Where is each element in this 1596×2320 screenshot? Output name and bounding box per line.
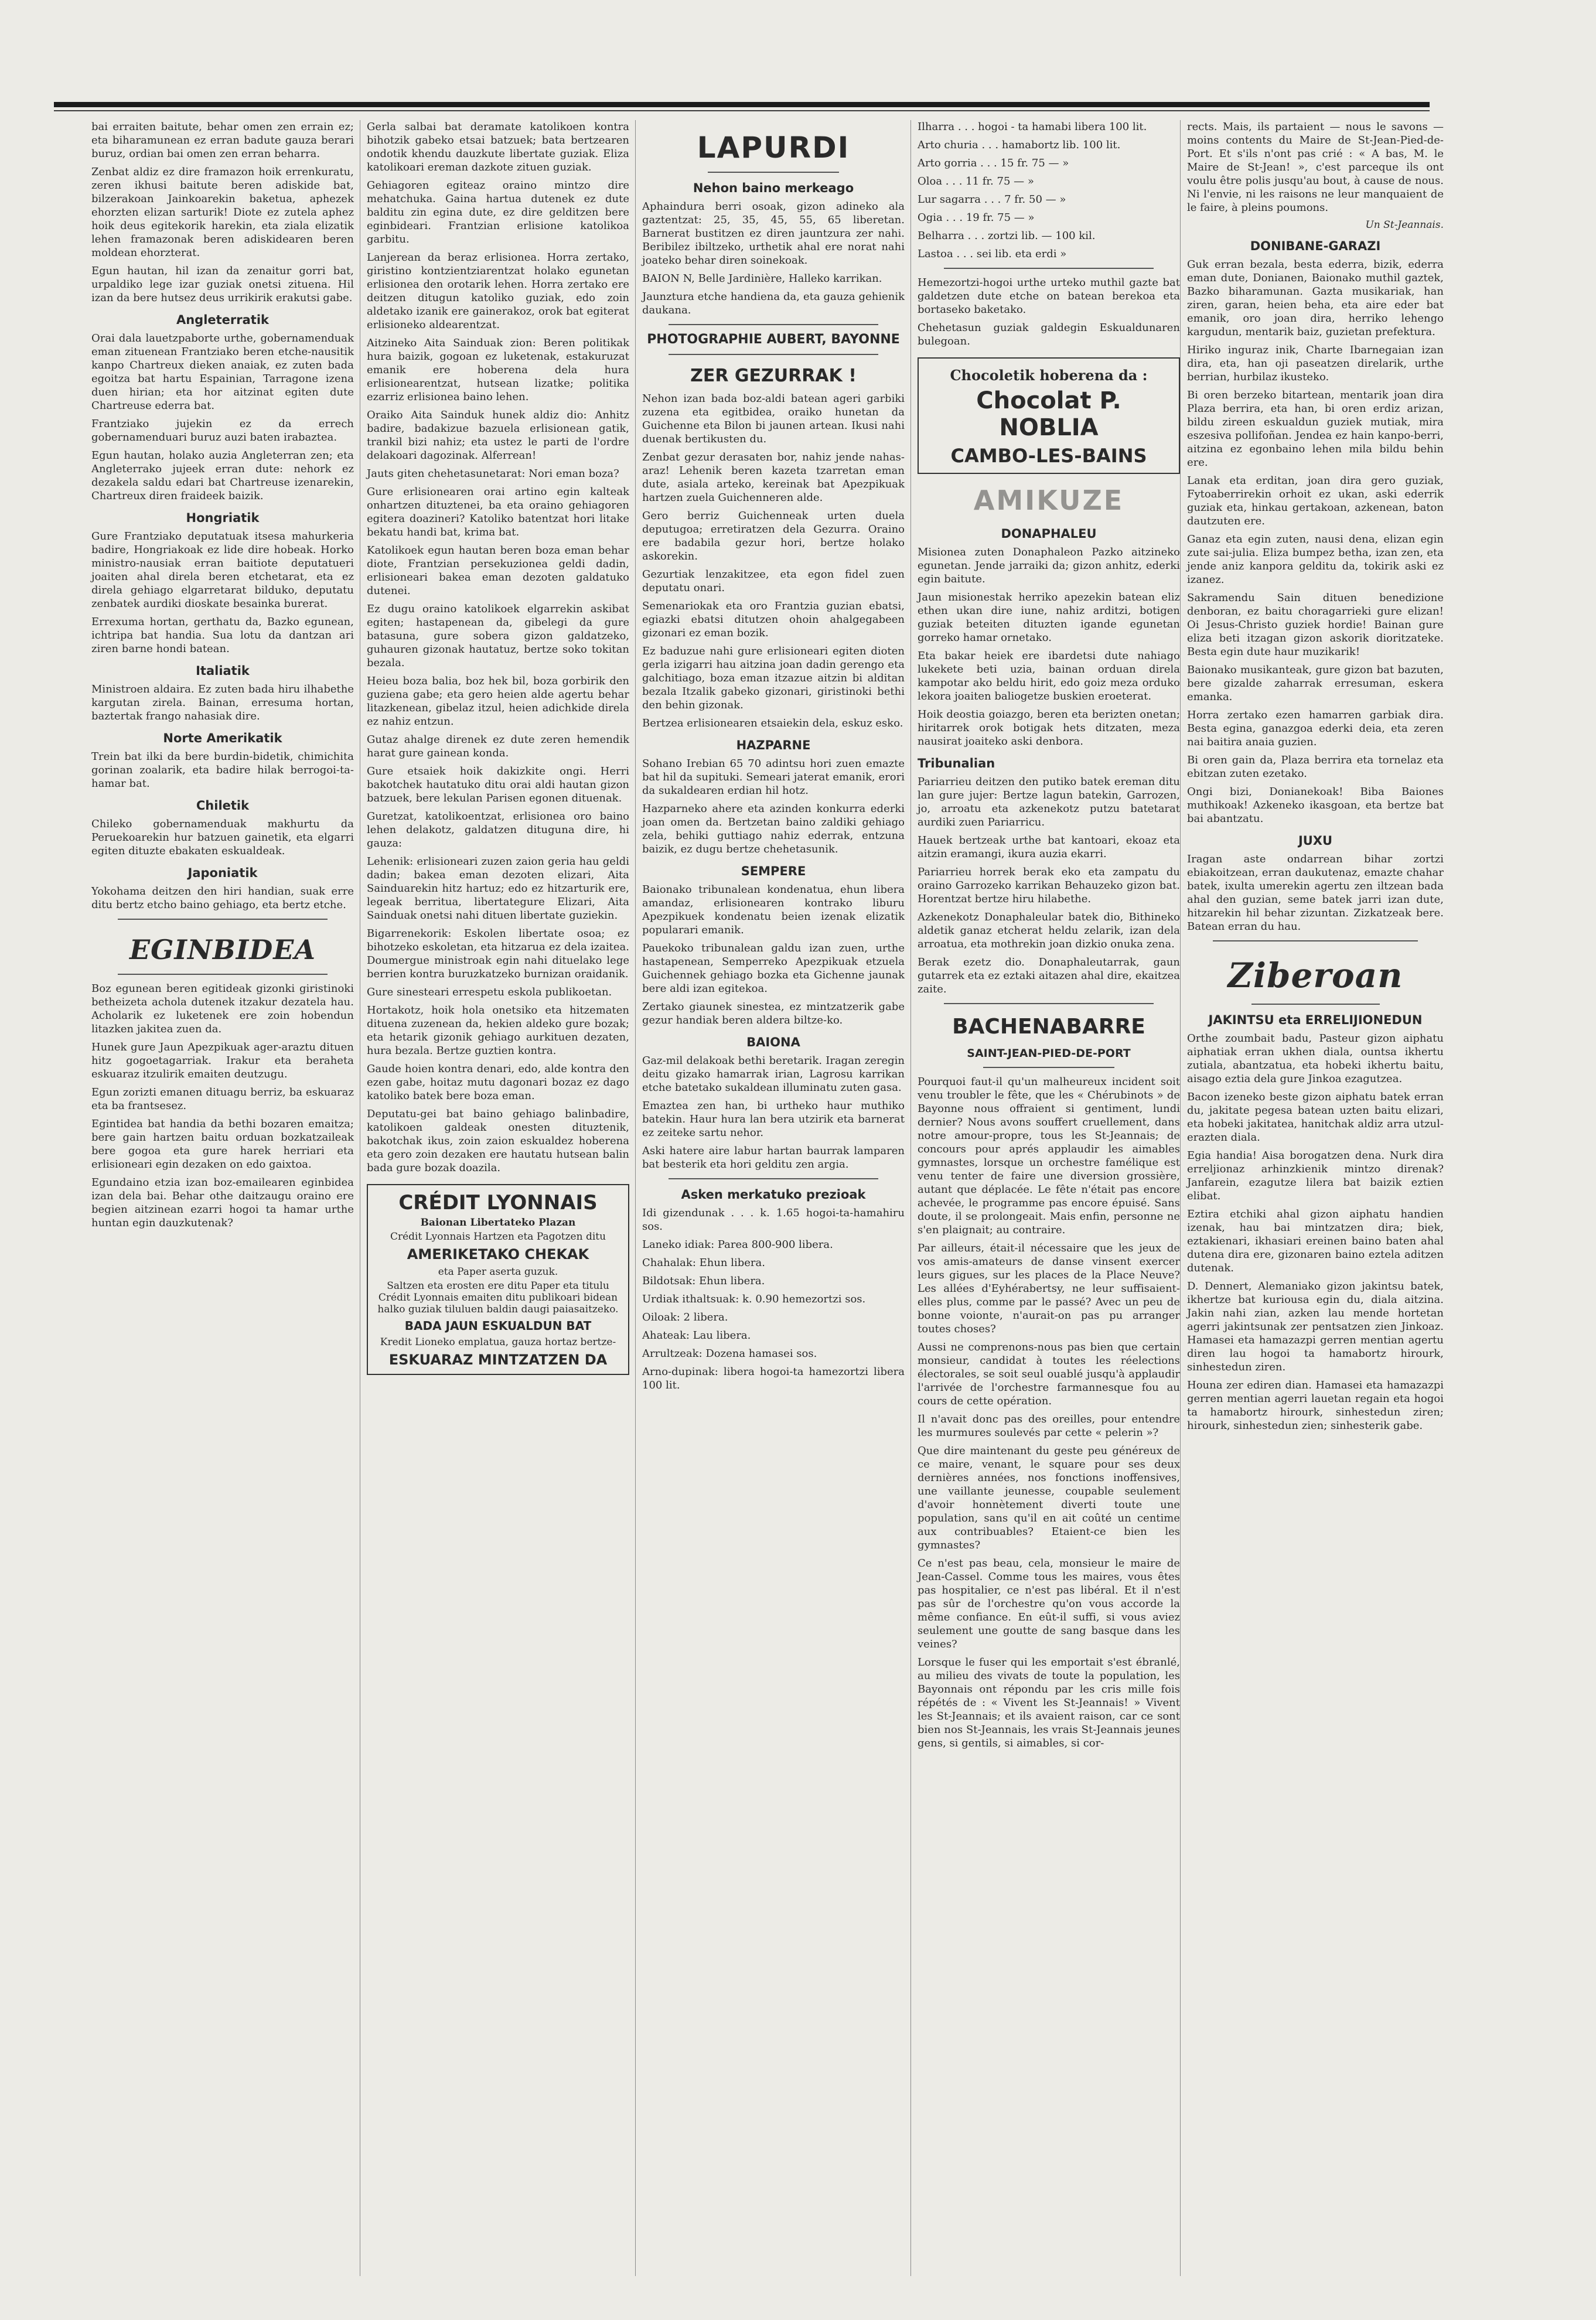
paragraph: Il n'avait donc pas des oreilles, pour entendre les murmures soulevés par cette « pelerin »? <box>918 1413 1180 1439</box>
section-heading: DONIBANE-GARAZI <box>1250 239 1381 253</box>
divider <box>708 172 839 173</box>
column-4 <box>914 120 1184 2276</box>
price-item: Ilharra . . . hogoi - ta hamabi libera 100 lit. <box>918 121 1147 133</box>
ad-footer: ESKUARAZ MINTZATZEN DA <box>388 1352 608 1368</box>
paragraph: Ganaz eta egin zuten, nausi dena, elizan egin zute sai-julia. Eliza bumpez betha, izan zen, eta jende aniz kanpora gelditu da, tokirik aski ez izanez. <box>1187 533 1444 586</box>
ad-title: CRÉDIT LYONNAIS <box>398 1191 598 1214</box>
section-heading: Tribunalian <box>918 756 995 770</box>
paragraph: Lanak eta erditan, joan dira gero guziak, Fytoaberrirekin orhoit ez ukan, aski ederrik guziak eta, hinkau gertakoan, azkenean, baton dautzuten ere. <box>1187 475 1444 527</box>
paragraph: BAION N, Belle Jardinière, Halleko karrikan. <box>642 272 882 285</box>
paragraph: Egintidea bat handia da bethi bozaren emaitza; bere gain hartzen baitu orduan bozkatzaileak bere gogoa eta gure harek herriari eta erlisioneari egin dezaken on edo gaixtoa. <box>91 1118 354 1171</box>
top-rule <box>54 102 1430 107</box>
paragraph: Bi oren berzeko bitartean, mentarik joan dira Plaza berrira, eta han, bi oren erdiz arizan, bildu zireen eskualdun guziek mutiak, mira eszesiva pollifoñan. Jendea ez hain kanpo-berri, aitzina ez egonbaino lehen mila bildu behin ere. <box>1187 389 1444 469</box>
paragraph: Eta bakar heiek ere ibardetsi dute nahiago lukekete beti uzia, bainan orduan direla kampotar ako beldu hirit, edo goiz meza orduko lekora joaiten baliogetze buskien eroeterat. <box>918 650 1180 702</box>
ad-line-bold: BADA JAUN ESKUALDUN BAT <box>404 1319 592 1333</box>
paragraph: Bertzea erlisionearen etsaiekin dela, eskuz esko. <box>642 717 903 729</box>
divider <box>1251 1004 1380 1005</box>
ad-headline: AMERIKETAKO CHEKAK <box>407 1246 589 1263</box>
paragraph: Orai dala lauetzpaborte urthe, gobernamenduak eman zituenean Frantziako beren etche-nausitik kanpo Chartreux dieken anaiak, ez zuten bada egoitza bat hartu Espainian, Tarragone izena duen hirian; eta hor aitzinat egiten dute Chartreuse ederra bat. <box>91 332 354 412</box>
paragraph: Hemezortzi-hogoi urthe urteko muthil gazte bat galdetzen dute etche on batean berekoa eta bortaseko baketako. <box>918 277 1180 316</box>
price-item: Lastoa . . . sei lib. eta erdi » <box>918 248 1067 260</box>
divider <box>118 974 328 975</box>
section-title-ziberoan: Ziberoan <box>1227 956 1403 995</box>
paragraph: Baionako tribunalean kondenatua, ehun libera amandaz, erlisionearen kontrako liburu Apezpikuek kondenatu beien izenak elizatik popularari emanik. <box>642 883 905 936</box>
section-heading: Chiletik <box>196 799 250 813</box>
price-item: Arno-dupinak: libera hogoi-ta hamezortzi libera 100 lit. <box>642 1366 905 1391</box>
paragraph: Guk erran bezala, besta ederra, bizik, ederra eman dute, Donianen, Baionako muthil gaztek, Bazko biharamunan. Gazta musikariak, han ziren, garan, heien beha, eta aire eder bat emanik, oro joan dira, herriko lehengo kargudun, mentarik baiz, guzietan prefektura. <box>1187 258 1444 338</box>
paragraph: Baionako musikanteak, gure gizon bat bazuten, bere gizalde zaharrak erresuman, eskera emanka. <box>1187 664 1444 703</box>
paragraph: Ce n'est pas beau, cela, monsieur le maire de Jean-Cassel. Comme tous les maires, vous êtes pas hospitalier, ce n'est pas libéral. Et il n'est pas sûr de l'orchestre qu'on vous accorde la même confiance. En eût-il suffi, si vous aviez seulement une goutte de sang basque dans les veines? <box>918 1557 1180 1650</box>
price-item: Oiloak: 2 libera. <box>642 1311 728 1323</box>
section-heading: Asken merkatuko prezioak <box>681 1188 866 1202</box>
paragraph: Heieu boza balia, boz hek bil, boza gorbirik den guziena gabe; eta gero heien alde agertu behar litazkenean, gibelaz itzul, heien adichkide direla ez nahiz entzun. <box>367 675 629 728</box>
divider <box>983 1067 1114 1068</box>
paragraph: Pariarrieu deitzen den putiko batek ereman ditu lan gure jujer: Bertze lagun batekin, Garrozen, jo, arroatu eta azkenekotz putzu batetarat aurdiki zuen Pariarricu. <box>918 776 1180 828</box>
paragraph: Egun hautan, holako auzia Angleterran zen; eta Angleterrako jujeek erran dute: nehork ez dezakela saldu edari bat Chartreuse izenarekin, Chartreux diren fraideek baizik. <box>91 449 354 502</box>
column-3 <box>639 120 908 2276</box>
paragraph: Hoik deostia goiazgo, beren eta berizten onetan; hiritarrek orok botigak hets ditzaten, meza nausirat joaiteko aski denbora. <box>918 708 1180 748</box>
paragraph: Aphaindura berri osoak, gizon adineko ala gaztentzat: 25, 35, 45, 55, 65 liberetan. Barnerat bustitzen ez diren jauntzura zer nahi. Beribilez ibiltzeko, urthetik ahal ere norat nahi joateko behar diren soinekoak. <box>642 200 905 267</box>
headline-zer-gezurrak: ZER GEZURRAK ! <box>690 366 857 386</box>
section-subtitle: SAINT-JEAN-PIED-DE-PORT <box>967 1047 1131 1060</box>
paragraph: Bacon izeneko beste gizon aiphatu batek erran du, jakitate pegesa batean uzten baitu elizari, eta hobeki jakitatea, hanitchak aldiz arra utzul-erazten diala. <box>1187 1091 1444 1144</box>
section-title-lapurdi: LAPURDI <box>697 131 850 165</box>
paragraph: Nehon izan bada boz-aldi batean ageri garbiki zuzena eta egitbidea, oraiko hunetan da Guichenne eta Bilon bi jaunen artean. Ikusi nahi duenak bertikusten du. <box>642 393 905 445</box>
paragraph: bai erraiten baitute, behar omen zen errain ez; eta biharamunean ez erran badute gauza berari buruz, ordian bai omen zen erran beharra. <box>91 121 354 160</box>
paragraph: Egun zorizti emanen dituagu berriz, ba eskuaraz eta ba frantsesez. <box>91 1086 354 1112</box>
column-divider <box>910 120 911 2276</box>
paragraph: Gero berriz Guichenneak urten duela deputugoa; erretiratzen dela Gezurra. Oraino ere badabila gezur hori, bertze holako askorekin. <box>642 510 905 562</box>
paragraph: Aitzineko Aita Sainduak zion: Beren politikak hura baizik, gogoan ez luketenak, estakuruzat emanik ere hoberena dela hura erlisionearentzat, hutsean lizatke; politika ezarriz erlisionea baino lehen. <box>367 337 629 403</box>
ad-line: Chocoletik hoberena da : <box>950 367 1148 384</box>
price-lead: Idi gizendunak . . . k. 1.65 hogoi-ta-hamahiru sos. <box>642 1207 905 1233</box>
price-item: Arto gorria . . . 15 fr. 75 — » <box>918 157 1069 169</box>
section-heading: Angleterratik <box>176 313 270 327</box>
paragraph: Trein bat ilki da bere burdin-bidetik, chimichita gorinan zoalarik, eta badire hilak berrogoi-ta-hamar bat. <box>91 750 354 790</box>
price-item: Laneko idiak: Parea 800-900 libera. <box>642 1239 833 1251</box>
paragraph: Sohano Irebian 65 70 adintsu hori zuen emazte bat hil da supituki. Semeari jaterat emanik, erori da sukaldearen erdian hil hotz. <box>642 758 905 797</box>
paragraph: Gutaz ahalge direnek ez dute zeren hemendik harat gure gainean konda. <box>367 733 629 759</box>
paragraph: Orthe zoumbait badu, Pasteur gizon aiphatu aiphatiak erran ukhen diala, ountsa ikhertu zutiala, abantzatua, eta hobeki ikhertu baitu, aisago eztia dela gure Jinkoa ezagutzea. <box>1187 1032 1444 1085</box>
paragraph: Ministroen aldaira. Ez zuten bada hiru ilhabethe kargutan zirela. Bainan, erresuma hortan, baztertak frango nahasiak dire. <box>91 683 354 722</box>
section-heading: Hongriatik <box>186 511 260 525</box>
paragraph: Gehiagoren egiteaz oraino mintzo dire mehatchuka. Gaina hartua dutenek ez dute balditu zin egina dute, ez dire gelditzen bere eginbideari. Frantzian erlisione katolikoa garbitu. <box>367 179 629 245</box>
section-title-bachenabarre: BACHENABARRE <box>952 1015 1145 1039</box>
paragraph: Jaunztura etche handiena da, eta gauza gehienik daukana. <box>642 291 905 316</box>
paragraph: Hiriko inguraz inik, Charte Ibarnegaian izan dira, eta, han oji paseatzen direlarik, urthe berrian, hurbilaz ikusteko. <box>1187 344 1444 383</box>
price-item: Belharra . . . zortzi lib. — 100 kil. <box>918 230 1096 242</box>
paragraph: Gaz-mil delakoak bethi beretarik. Iragan zeregin deitu gizako hamarrak irian, Lagrosu karrikan etche batetako sukaldean illuminatu zuten gasa. <box>642 1055 905 1094</box>
paragraph: Lehenik: erlisioneari zuzen zaion geria hau geldi dadin; bakea eman dezoten elizari, Aita Sainduarekin hitz hartuz; edo ez hitzarturik ere, legeak berritua, libertategure Elizari, Aita Sainduak onetsi nahi dituen libertate guziekin. <box>367 855 629 922</box>
paragraph: Iragan aste ondarrean bihar zortzi ebiakoitzean, erran daukutenaz, emazte chahar batek, ixulta umerekin agertu zen iltzean bada ahal den guzian, seme batek jarri izan dute, hitzarekin hil behar zizuntan. Zizkatzeak bere. Batean erran du hau. <box>1187 853 1444 933</box>
signature: Un St-Jeannais. <box>1365 219 1444 231</box>
ad-place: CAMBO-LES-BAINS <box>950 445 1147 467</box>
amikuze-stamp: AMIKUZE <box>973 485 1124 516</box>
paragraph: Yokohama deitzen den hiri handian, suak erre ditu bertz etcho baino gehiago, eta bertz etche. <box>91 885 354 911</box>
column-divider <box>635 120 636 2276</box>
section-heading: Italiatik <box>196 664 250 678</box>
paragraph: Gezurtiak lenzakitzee, eta egon fidel zuen deputatu onari. <box>642 568 905 594</box>
paragraph: Hauek bertzeak urthe bat kantoari, ekoaz eta aitzin eramangi, ikura auzia ekarri. <box>918 834 1180 860</box>
divider <box>118 919 328 920</box>
paragraph: Gure Frantziako deputatuak itsesa mahurkeria badire, Hongriakoak ez lide dire hobeak. Horko ministro-nausiak erran baitiote deputatueri joaiten ahal direla beren etchetarat, eta ez direla gehiago elgarretarat bilduko, deputatu zenbatek aurdiki dioskate besainka burerat. <box>91 530 354 610</box>
column-2 <box>363 120 633 2276</box>
paragraph: Guretzat, katolikoentzat, erlisionea oro baino lehen delakotz, galdatzen dituguna dire, hi gauza: <box>367 810 629 849</box>
paragraph: Pariarrieu horrek berak eko eta zampatu du oraino Garrozeko karrikan Behauzeko gizon bat. Horentzat bertze hiru hilabethe. <box>918 866 1180 905</box>
divider <box>669 324 878 325</box>
paragraph: Lorsque le fuser qui les emportait s'est ébranlé, au milieu des vivats de toute la population, les Bayonnais ont répondu par les cris mille fois répétés de : « Vivent les St-Jeannais! » Vivent les St-Jeannais; et ils avaient raison, car ce sont bien nos St-Jeannais, les vrais St-Jeannais jeunes gens, si gentils, si aimables, si cor- <box>918 1656 1180 1749</box>
ad-line: Crédit Lyonnais Hartzen eta Pagotzen ditu <box>390 1231 606 1243</box>
divider <box>944 268 1154 269</box>
section-heading: HAZPARNE <box>736 738 811 752</box>
paragraph: Boz egunean beren egitideak gizonki giristinoki betheizeta achola dutenek itzakur dezatela hau. Acholarik ez luketenek ere zoin hobendun litazken jakitea zuen da. <box>91 982 354 1035</box>
ad-title: Chocolat P. NOBLIA <box>976 387 1121 441</box>
paragraph: Errexuma hortan, gerthatu da, Bazko egunean, ichtripa bat handia. Sua lotu da dantzan ari ziren barne hondi batean. <box>91 616 354 655</box>
section-heading: Norte Amerikatik <box>163 731 282 745</box>
price-item: Ahateak: Lau libera. <box>642 1329 751 1342</box>
top-rule-thin <box>54 110 1430 111</box>
paragraph: Hunek gure Jaun Apezpikuak ager-araztu dituen hitz gogoetagarriak. Irakur eta beraheta eskuaraz itzulirik emaiten deutzugu. <box>91 1041 354 1080</box>
paragraph: Pourquoi faut-il qu'un malheureux incident soit venu troubler le fête, que les « Chérubinots » de Bayonne nous offraient si gentiment, lundi dernier? Nous avons souffert cruellement, dans notre amour-propre, tous les St-Jeannais; de concours pour aprés applaudir les aimables gymnastes, lorsque un orchestre famélique est venu tenter de faire une diversion grossière, autant que déplacée. Le fête n'était pas encore achevée, le programme pas encore épuisé. Sans doute, il se prolongeait. Mais enfin, personne ne s'en plaignait; au contraire. <box>918 1076 1180 1236</box>
section-heading: Nehon baino merkeago <box>693 181 854 195</box>
paragraph: Zenbat aldiz ez dire framazon hoik errenkuratu, zeren ikhusi baitute beren adiskide bat, bilzerakoan Jainkoarekin baketua, aphezek ehorzten elizan sarturik! Diote ez zutela aphez hoik deus egitekorik harekin, eta ziala elizatik lehen framazonak beren adiskidearen beren moldean ehorzterat. <box>91 166 354 259</box>
ad-line: eta Paper aserta guzuk. <box>438 1266 558 1278</box>
section-heading: Japoniatik <box>187 866 258 880</box>
paragraph: Frantziako jujekin ez da errech gobernamenduari buruz auzi baten irabaztea. <box>91 418 354 443</box>
paragraph: Pauekoko tribunalean galdu izan zuen, urthe hastapenean, Semperreko Apezpikuak etzuela Guichennek gehiago bozka eta Gichenne jaunak bere aldi izan egitekoa. <box>642 942 905 995</box>
column-5 <box>1184 120 1447 2276</box>
paragraph: Misionea zuten Donaphaleon Pazko aitzineko egunetan. Jende jarraiki da; gizon anhitz, ederki egin baitute. <box>918 546 1180 585</box>
paragraph: Eztira etchiki ahal gizon aiphatu handien izenak, hau bai mintzatzen dira; biek, eztakienari, ikhasiari ereinen baino baten ahal dutena dira ere, gizonaren baino eztela aditzen dutenak. <box>1187 1208 1444 1274</box>
paragraph: Berak ezetz dio. Donaphaleutarrak, gaun gutarrek eta ez eztaki aitazen ahal dire, ekaitzea zaite. <box>918 956 1180 995</box>
paragraph: Egundaino etzia izan boz-emailearen eginbidea izan dela bai. Behar othe daitzaugu oraino ere begien aitzinean ezarri hogoi ta hamar urthe huntan egin dauzkutenak? <box>91 1176 354 1229</box>
price-item: Urdiak ithaltsuak: k. 0.90 hemezortzi sos. <box>642 1293 866 1305</box>
price-item: Chahalak: Ehun libera. <box>642 1257 765 1269</box>
ad-line: Saltzen eta erosten ere ditu Paper eta titulu Crédit Lyonnais emaiten ditu publikoari bidean halko guziak tiluluen baldin daugi paiasaitzeko. <box>377 1280 619 1315</box>
paragraph: Par ailleurs, était-il nécessaire que les jeux de vos amis-amateurs de danse vinsent exercer leurs gigues, sur les places de la Place Neuve? Les allées d'Eyhérabertsy, ne leur suffisaient-elles plus, comme par le passé? Avec un peu de bonne voionte, n'aurait-on pas pu arranger toutes choses? <box>918 1242 1180 1335</box>
price-item: Arto churia . . . hamabortz lib. 100 lit. <box>918 139 1121 151</box>
section-heading: DONAPHALEU <box>1001 527 1097 541</box>
paragraph: Aski hatere aire labur hartan baurrak lamparen bat besterik eta hori gelditu zen argia. <box>642 1145 905 1171</box>
paragraph: Gaude hoien kontra denari, edo, alde kontra den ezen gabe, hoitaz mutu dagonari bozaz ez dago katoliko batek bere boza eman. <box>367 1063 629 1102</box>
paragraph: Sakramendu Sain dituen benedizione denboran, ez baitu choragarrieki gure elizan! Oi Jesus-Christo guziek hordie! Bainan gure eliza beti itzagan gizon askorik dioritzateke. Besta egin dute haur muzikarik! <box>1187 592 1444 658</box>
paragraph: Que dire maintenant du geste peu généreux de ce maire, venant, le square pour ses deux dernières années, nos fonctions inoffensives, une vaillante jeunesse, coupable seulement d'avoir honnètement diverti toute une population, sans qu'il en ait coûté un centime aux contribuables? Etaient-ce bien les gymnastes? <box>918 1445 1180 1551</box>
divider <box>669 1178 878 1179</box>
paragraph: Deputatu-gei bat baino gehiago balinbadire, katolikoen galdeak onesten dituztenik, bakotchak ikus, zoin zaion eskualdez hoberena eta gero zoin dezaken ere hautatu hutsean balin bada gure bozak doazila. <box>367 1108 629 1174</box>
paragraph: Gure erlisionearen orai artino egin kalteak onhartzen dituztenei, ba eta oraino gehiagoren egitera doazineri? Katoliko batentzat hori litake bekatu handi bat, krima bat. <box>367 486 629 538</box>
photographie-banner: PHOTOGRAPHIE AUBERT, BAYONNE <box>647 332 900 347</box>
chocolat-noblia-ad <box>918 357 1180 474</box>
paragraph: Lanjerean da beraz erlisionea. Horra zertako, giristino kontzientziarentzat holako egunetan erlisionea den orotarik lehen. Horra zertako ere deitzen ditugun katoliko guziak, edo zoin aldetako izanik ere gainerakoz, orok bat egiterat erlisioneko aldearentzat. <box>367 251 629 331</box>
ad-line: Kredit Lioneko emplatua, gauza hortaz bertze- <box>380 1336 616 1348</box>
paragraph: Hazparneko ahere eta azinden konkurra ederki joan omen da. Bertzetan baino zaldiki gehiago zela, behiki guttiago nahiz ederrak, entzuna baizik, ez dugu bertze chehetasunik. <box>642 803 905 855</box>
paragraph: Chehetasun guziak galdegin Eskualdunaren bulegoan. <box>918 322 1180 347</box>
paragraph: Bi oren gain da, Plaza berrira eta tornelaz eta ebitzan zuten ezetako. <box>1187 754 1444 780</box>
paragraph: Emaztea zen han, bi urtheko haur muthiko batekin. Haur hura lan bera utzirik eta barnerat ez zeiteke sartu nehor. <box>642 1100 905 1139</box>
divider <box>944 1003 1154 1004</box>
price-item: Ogia . . . 19 fr. 75 — » <box>918 211 1035 224</box>
ad-subtitle: Baionan Libertateko Plazan <box>420 1217 576 1229</box>
paragraph: Ez dugu oraino katolikoek elgarrekin askibat egiten; hastapenean da, gibelegi da gure batasuna, gure sobera gizon galdatzeko, guhauren gizonak hautatuz, bertze soko tokitan bezala. <box>367 603 629 669</box>
section-heading: BAIONA <box>746 1035 800 1049</box>
paragraph: Houna zer ediren dian. Hamasei eta hamazazpi gerren mentian agerri lauetan regain eta hogoi ta hamabortz hirourk, sinhestedun ziren; hirourk, sinhestedun zien; sinhesterik gabe. <box>1187 1379 1444 1432</box>
divider <box>1213 940 1418 941</box>
paragraph: Horra zertako ezen hamarren garbiak dira. Besta egina, ganazgoa ederki deia, eta zeren nai baitira anaia guzien. <box>1187 709 1444 748</box>
paragraph: Egun hautan, hil izan da zenaitur gorri bat, urpaldiko lege izar guziak onetsi zituena. Hil izan da bere hutsez deus urrikirik erakutsi gabe. <box>91 265 354 304</box>
divider <box>669 354 878 355</box>
paragraph: Katolikoek egun hautan beren boza eman behar diote, Frantzian persekuzionea geldi dadin, erlisioneari bakea eman dezoten galdatuko dutenei. <box>367 544 629 597</box>
price-item: Oloa . . . 11 fr. 75 — » <box>918 175 1034 187</box>
paragraph: Zenbat gezur derasaten bor, nahiz jende nahas-araz! Lehenik beren kazeta tzarretan eman dute, asiala arteko, kereinak bat Apezpikuak hartzen zuela Guichenneren alde. <box>642 451 905 504</box>
credit-lyonnais-ad <box>367 1184 629 1375</box>
section-heading: JAKINTSU eta ERRELIJIONEDUN <box>1208 1013 1423 1027</box>
paragraph: Zertako giaunek sinestea, ez mintzatzerik gabe gezur handiak beren aldera biltze-ko. <box>642 1001 905 1026</box>
paragraph: Jauts giten chehetasunetarat: Nori eman boza? <box>367 468 619 480</box>
column-1 <box>88 120 357 2276</box>
paragraph: Oraiko Aita Sainduk hunek aldiz dio: Anhitz badire, badakizue bazuela erlisionean gatik, trankil bizi nahiz; eta ustez le parti de l'ordre delakoari dagozinak. Alferrean! <box>367 409 629 462</box>
paragraph: Hortakotz, hoik hola onetsiko eta hitzematen dituena zuzenean da, hekien aldeko gure bozak; eta hetarik gizonik gehiago aurkituen dezaten, hura bezala. Bertze guztien kontra. <box>367 1004 629 1057</box>
paragraph: D. Dennert, Alemaniako gizon jakintsu batek, ikhertze bat kuriousa egin du, diala aitzina. Jakin nahi zian, azken lau mende hortetan agerri jakintsunak zer pentsatzen zien Jinkoaz. Hamasei eta hamazazpi gerren mentian agertu diren lau hogoi ta hamabortz hirourk, sinhestedun ziren. <box>1187 1280 1444 1373</box>
paragraph: Jaun misionestak herriko apezekin batean eliz ethen ukan dire iune, nahiz arditzi, botigen guziak beteiten dituzten igande egunetan gorreko hamar ornetako. <box>918 591 1180 644</box>
price-item: Bildotsak: Ehun libera. <box>642 1275 765 1287</box>
paragraph: Semenariokak eta oro Frantzia guzian ebatsi, egiazki ebatsi ditutzen ohoin ahalgegabeen gizonari ez eman bozik. <box>642 600 905 639</box>
paragraph: Ongi bizi, Donianekoak! Biba Baiones muthikoak! Azkeneko ikasgoan, eta bertze bat bai abantzatu. <box>1187 786 1444 825</box>
price-item: Lur sagarra . . . 7 fr. 50 — » <box>918 193 1066 206</box>
paragraph: Chileko gobernamenduak makhurtu da Peruekoarekin hur batzuen gainetik, eta elgarri egiten dituzte ebakaten eskualdeak. <box>91 818 354 857</box>
paragraph: Bigarrenekorik: Eskolen libertate osoa; ez bihotzeko eskoletan, eta hitzarua ez dela izaitea. Doumergue ministroak egin nahi dituelako lege berrien kontra buruzkatzeko burnizan oraidanik. <box>367 927 629 980</box>
paragraph: Gure etsaiek hoik dakizkite ongi. Herri bakotchek hautatuko ditu orai aldi hautan gizon batzuek, bere lekulan Parisen egonen dituenak. <box>367 765 629 804</box>
section-heading: JUXU <box>1298 834 1333 848</box>
paragraph: Azkenekotz Donaphaleular batek dio, Bithineko aldetik ganaz etcherat heldu zelarik, izan dela arroatua, eta mothrekin joan dizkio onuka zena. <box>918 911 1180 950</box>
paragraph: Ez baduzue nahi gure erlisioneari egiten dioten gerla izigarri hau aitzina joan dadin gerengo eta galchitiago, boza eman itzazue aitzin bi alditan bezala Itzalik gabeko gizonari, giristinoki bethi den behin gizonak. <box>642 645 905 711</box>
paragraph: Aussi ne comprenons-nous pas bien que certain monsieur, candidat à toutes les réelections électorales, se soit seul ouablé jusqu'à applaudir l'arrivée de l'orchestre farmannesque fou au cours de cette opération. <box>918 1341 1180 1407</box>
section-heading: SEMPERE <box>741 864 806 878</box>
paragraph: Gerla salbai bat deramate katolikoen kontra bihotzik gabeko etsai batzuek; bata bertzearen ondotik khendu dauzkute libertate guziak. Eliza katolikoari ereman dazkote zituen guziak. <box>367 121 629 173</box>
price-item: Arrultzeak: Dozena hamasei sos. <box>642 1347 817 1360</box>
paragraph: rects. Mais, ils partaient — nous le savons — moins contents du Maire de St-Jean-Pied-de-Port. Et s'ils n'ont pas crié : « A bas, M. le Maire de St-Jean! », c'est parceque ils ont voulu être polis jusqu'au bout, à cause de nous. Ni l'envie, ni les raisons ne leur manquaient de le faire, à pleins poumons. <box>1187 121 1444 214</box>
paragraph: Egia handia! Aisa borogatzen dena. Nurk dira erreljionaz arhinzkienik mintzo direnak? Janfarein, ezagutze lilera bat baizik eztien elibat. <box>1187 1149 1444 1202</box>
paragraph: Gure sinesteari errespetu eskola publikoetan. <box>367 986 612 998</box>
section-title-eginbidea: EGINBIDEA <box>129 934 316 965</box>
